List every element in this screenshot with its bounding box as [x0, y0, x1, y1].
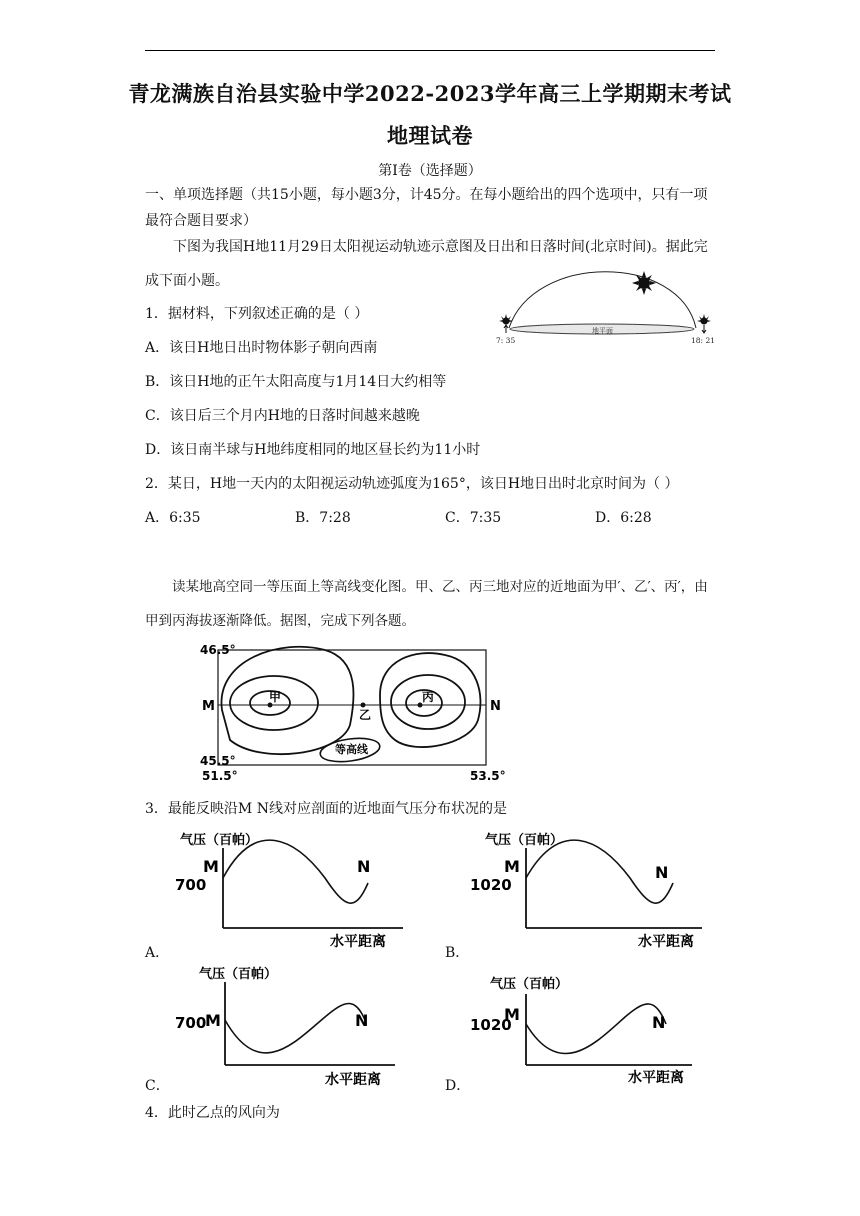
chart-c-ylabel: 气压（百帕） [199, 967, 278, 982]
sun-path-figure [494, 263, 719, 351]
contour-map [200, 640, 510, 785]
q1-stem: 1．据材料，下列叙述正确的是（ ） [145, 306, 369, 322]
chart-d-xlabel: 水平距离 [628, 1070, 684, 1086]
chart-a-n: N [357, 857, 371, 876]
q1-option-c[interactable]: C．该日后三个月内H地的日落时间越来越晚 [145, 408, 420, 424]
chart-c-m: M [205, 1011, 221, 1030]
q3-chart-c[interactable] [175, 962, 415, 1087]
chart-b-n: N [655, 863, 669, 882]
lon-left-label: 51.5° [202, 769, 238, 783]
lon-right-label: 53.5° [470, 769, 506, 783]
jia-label: 甲 [269, 690, 282, 704]
sunset-sun-icon [697, 314, 711, 333]
chart-d-ylabel: 气压（百帕） [490, 977, 569, 992]
q1-option-a[interactable]: A．该日H地日出时物体影子朝向西南 [145, 340, 378, 356]
section-heading: 第I卷（选择题） [378, 163, 482, 179]
chart-d-value: 1020 [470, 1016, 512, 1034]
point-yi [361, 703, 366, 708]
yi-label: 乙 [359, 708, 372, 722]
lat-top-label: 46.5° [200, 643, 236, 657]
horizon-label: 地平面 [592, 327, 613, 335]
q3-option-d[interactable]: D． [445, 1078, 471, 1094]
q3-stem: 3．最能反映沿M N线对应剖面的近地面气压分布状况的是 [145, 801, 507, 817]
chart-d-m: M [504, 1005, 520, 1024]
contour-label: 等高线 [335, 743, 368, 756]
q1-option-b[interactable]: B．该日H地的正午太阳高度与1月14日大约相等 [145, 374, 447, 390]
sunrise-time: 7: 35 [496, 336, 516, 345]
exam-title: 青龙满族自治县实验中学2022-2023学年高三上学期期末考试 [128, 81, 732, 106]
chart-c-xlabel: 水平距离 [325, 1072, 381, 1088]
lat-bottom-label: 45.5° [200, 754, 236, 768]
q3-option-b[interactable]: B． [445, 945, 470, 961]
q3-chart-b[interactable] [470, 828, 710, 953]
chart-b-value: 1020 [470, 876, 512, 894]
q2-stem: 2．某日，H地一天内的太阳视运动轨迹弧度为165°，该日H地日出时北京时间为（ ） [145, 476, 679, 492]
part-instructions: 一、单项选择题（共15小题，每小题3分，计45分。在每小题给出的四个选项中，只有一项最符合题目要求） [145, 187, 708, 229]
chart-d-n: N [652, 1013, 666, 1032]
sunset-time: 18: 21 [691, 336, 715, 345]
q2-option-a[interactable]: A．6:35 [145, 510, 201, 526]
q4-stem: 4．此时乙点的风向为 [145, 1105, 280, 1121]
map-n-label: N [490, 699, 501, 714]
chart-a-xlabel: 水平距离 [330, 934, 386, 950]
chart-b-ylabel: 气压（百帕） [485, 833, 564, 848]
q2-option-c[interactable]: C．7:35 [445, 510, 502, 526]
q1-option-d[interactable]: D．该日南半球与H地纬度相同的地区昼长约为11小时 [145, 442, 481, 458]
q2-option-b[interactable]: B．7:28 [295, 510, 351, 526]
exam-subject: 地理试卷 [387, 123, 473, 148]
chart-b-m: M [504, 857, 520, 876]
chart-a-ylabel: 气压（百帕） [180, 833, 259, 848]
q3-option-c[interactable]: C． [145, 1078, 170, 1094]
q3-chart-d[interactable] [470, 962, 710, 1087]
q3-chart-a[interactable] [175, 828, 415, 953]
passage-2: 读某地高空同一等压面上等高线变化图。甲、乙、丙三地对应的近地面为甲′、乙′、丙′，由甲到丙海拔逐渐降低。据图，完成下列各题。 [145, 579, 708, 629]
chart-b-xlabel: 水平距离 [638, 934, 694, 950]
chart-a-m: M [203, 857, 219, 876]
header-rule [145, 50, 715, 51]
map-m-label: M [202, 699, 215, 714]
passage-1: 下图为我国H地11月29日太阳视运动轨迹示意图及日出和日落时间(北京时间)。据此完成下面小题。 [145, 239, 708, 289]
chart-a-value: 700 [175, 876, 207, 894]
chart-c-value: 700 [175, 1014, 207, 1032]
q2-option-d[interactable]: D．6:28 [595, 510, 652, 526]
bing-label: 丙 [422, 690, 435, 704]
chart-c-n: N [355, 1011, 369, 1030]
q3-option-a[interactable]: A． [145, 945, 170, 961]
